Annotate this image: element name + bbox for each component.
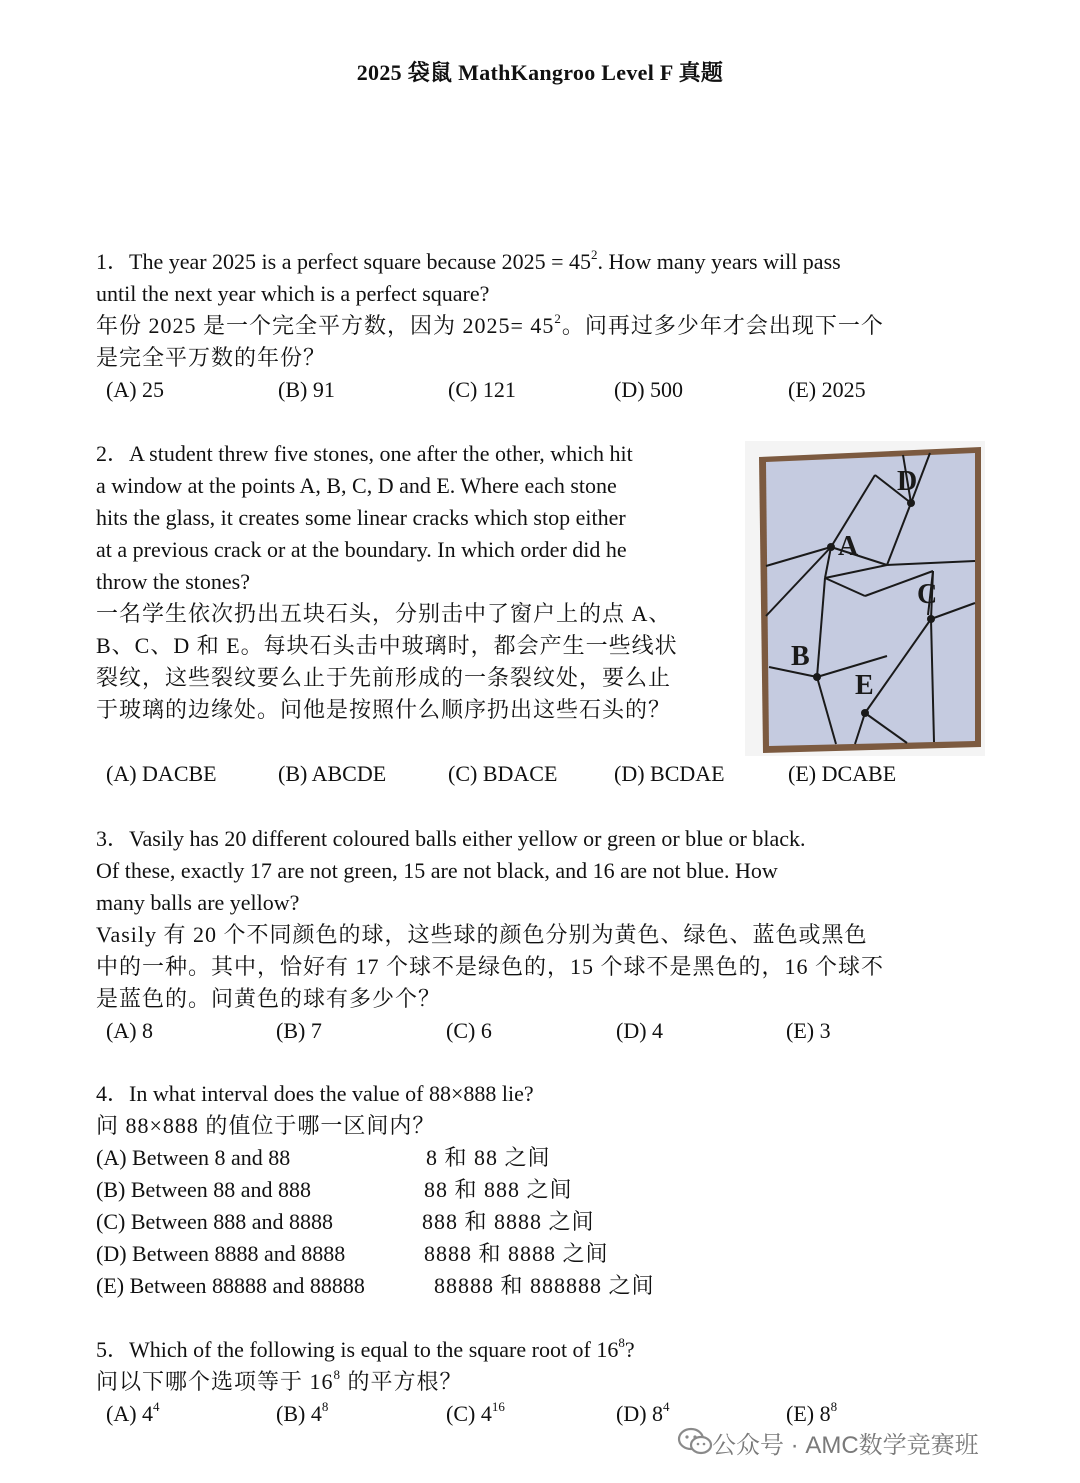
q5-option-b[interactable]: (B) $4^8$ <box>276 1398 329 1426</box>
question-5 <box>96 1334 838 1430</box>
watermark-text: 公众号 · AMC数学竞赛班 <box>712 1432 979 1459</box>
q1-options <box>96 374 884 406</box>
q1-option-c[interactable]: (C) 121 <box>448 377 516 402</box>
q4-option-e[interactable]: (E) Between 88888 and 88888 88888 和 888888 之间 <box>96 1273 655 1298</box>
impact-point-c <box>927 615 935 623</box>
q1-chinese-line-2: 是完全平万数的年份？ <box>96 345 327 370</box>
impact-point-e <box>861 709 869 717</box>
q3-chinese-line-1: Vasily 有 20 个不同颜色的球，这些球的颜色分别为黄色、绿色、蓝色或黑色 <box>96 922 868 947</box>
window-glass <box>766 453 975 746</box>
q2-option-d[interactable]: (D) BCDAE <box>614 761 725 786</box>
q2-chinese-line-2: B、C、D 和 E。每块石头击中玻璃时，都会产生一些线状 <box>96 633 678 658</box>
q4-option-a[interactable]: (A) Between 8 and 88 8 和 88 之间 <box>96 1145 551 1170</box>
wechat-icon <box>676 1425 716 1457</box>
q5-option-e[interactable]: (E) $8^8$ <box>786 1398 838 1426</box>
q3-chinese-line-2: 中的一种。其中，恰好有 17 个球不是绿色的，15 个球不是黑色的，16 个球不 <box>96 954 885 979</box>
q3-english-line-1: 3．Vasily has 20 different coloured balls either yellow or green or blue or black. <box>96 826 806 851</box>
q2-chinese-line-4: 于玻璃的边缘处。问他是按照什么顺序扔出这些石头的？ <box>96 697 672 722</box>
q1-option-d[interactable]: (D) 500 <box>614 377 684 402</box>
question-2 <box>96 438 897 790</box>
page-title: 2025 袋鼠 MathKangroo Level F 真题 <box>356 60 724 85</box>
q1-english-line-2: until the next year which is a perfect square? <box>96 281 490 306</box>
question-4 <box>96 1078 655 1302</box>
label-a: A <box>838 531 859 562</box>
q5-option-a[interactable]: (A) $4^4$ <box>106 1398 160 1426</box>
window-figure <box>745 441 985 756</box>
q2-english-line-3: hits the glass, it creates some linear cracks which stop either <box>96 505 626 530</box>
q2-option-e[interactable]: (E) DCABE <box>788 761 897 786</box>
q5-option-d[interactable]: (D) $8^4$ <box>616 1398 670 1426</box>
q2-option-c[interactable]: (C) BDACE <box>448 761 558 786</box>
label-d: D <box>897 466 918 497</box>
q3-option-c[interactable]: (C) 6 <box>446 1018 492 1043</box>
q3-option-e[interactable]: (E) 3 <box>786 1018 831 1043</box>
q3-chinese-line-3: 是蓝色的。问黄色的球有多少个？ <box>96 986 442 1011</box>
q2-chinese-line-1: 一名学生依次扔出五块石头，分别击中了窗户上的点 A、 <box>96 601 672 626</box>
impact-point-a <box>827 543 835 551</box>
q3-option-d[interactable]: (D) 4 <box>616 1018 664 1043</box>
impact-point-d <box>907 499 915 507</box>
q3-english-line-2: Of these, exactly 17 are not green, 15 are not black, and 16 are not blue. How <box>96 858 778 883</box>
q3-options <box>96 1015 884 1047</box>
question-3 <box>96 823 884 1047</box>
impact-point-b <box>813 673 821 681</box>
label-e: E <box>855 670 874 701</box>
q2-option-a[interactable]: (A) DACBE <box>106 761 217 786</box>
q5-option-c[interactable]: (C) $4^{16}$ <box>446 1398 505 1426</box>
q2-english-line-1: 2．A student threw five stones, one after the other, which hit <box>96 441 633 466</box>
q5-chinese: 问以下哪个选项等于 $16^8$ 的平方根？ <box>96 1366 463 1394</box>
q1-option-a[interactable]: (A) 25 <box>106 377 165 402</box>
q4-chinese: 问 88×888 的值位于哪一区间内？ <box>96 1113 436 1138</box>
q3-english-line-3: many balls are yellow? <box>96 890 300 915</box>
q4-english: 4．In what interval does the value of 88×888 lie? <box>96 1081 534 1106</box>
q4-option-c[interactable]: (C) Between 888 and 8888 888 和 8888 之间 <box>96 1209 595 1234</box>
question-1 <box>96 246 884 406</box>
q2-option-b[interactable]: (B) ABCDE <box>278 761 387 786</box>
q1-option-b[interactable]: (B) 91 <box>278 377 335 402</box>
q1-option-e[interactable]: (E) 2025 <box>788 377 866 402</box>
q4-option-b[interactable]: (B) Between 88 and 888 88 和 888 之间 <box>96 1177 573 1202</box>
q2-options <box>96 758 897 790</box>
q2-english-line-2: a window at the points A, B, C, D and E. Where each stone <box>96 473 617 498</box>
q2-english-line-5: throw the stones? <box>96 569 250 594</box>
label-c: C <box>917 579 938 610</box>
q2-english-line-4: at a previous crack or at the boundary. In which order did he <box>96 537 627 562</box>
label-b: B <box>791 641 810 672</box>
q3-option-b[interactable]: (B) 7 <box>276 1018 322 1043</box>
q1-english-line-1: 1．The year 2025 is a perfect square because $2025 = 45^2$. How many years will pass <box>96 246 841 274</box>
q1-chinese-line-1: 年份 2025 是一个完全平方数，因为 $2025= 45^2$。问再过多少年才会出现下一个 <box>96 310 884 338</box>
q5-english: 5．Which of the following is equal to the square root of $16^8$? <box>96 1334 635 1362</box>
q3-option-a[interactable]: (A) 8 <box>106 1018 154 1043</box>
q4-option-d[interactable]: (D) Between 8888 and 8888 8888 和 8888 之间 <box>96 1241 609 1266</box>
q2-chinese-line-3: 裂纹，这些裂纹要么止于先前形成的一条裂纹处，要么止 <box>96 665 672 690</box>
q5-options <box>96 1398 838 1430</box>
